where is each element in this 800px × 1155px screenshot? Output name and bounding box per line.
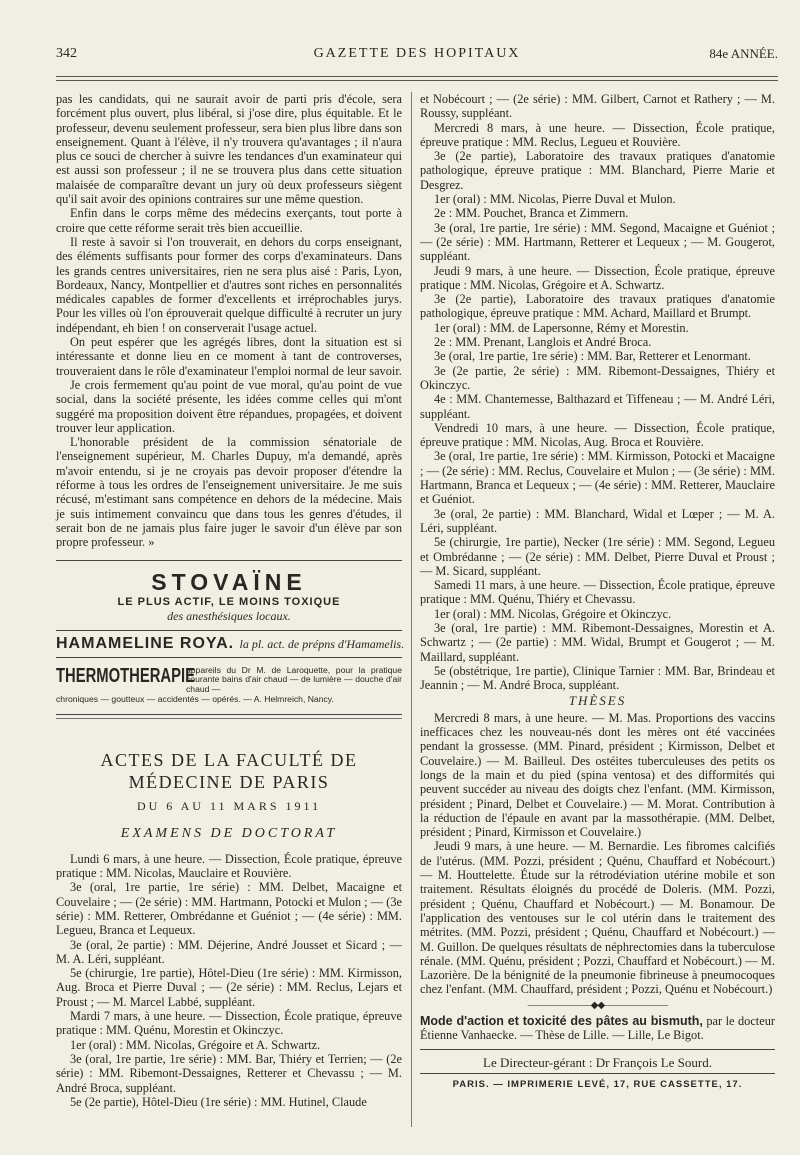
exam-entry: 1er (oral) : MM. de Lapersonne, Rémy et Morestin. bbox=[434, 320, 689, 335]
exam-entry: 1er (oral) : MM. Nicolas, Pierre Duval et Mulon. bbox=[434, 192, 676, 207]
exam-entry: Samedi 11 mars, à une heure. — Dissection, École pratique, épreuve pratique : MM. Quénu, Thiéry et Chevassu. bbox=[420, 578, 775, 607]
exam-entry: 3e (oral, 1re partie, 1re série) : MM. Segond, Macaigne et Guéniot ; — (2e série) : MM. Hartmann, Retterer et Lequeux ; — M. Gougerot, suppléant. bbox=[420, 220, 775, 264]
theses-heading: THÈSES bbox=[568, 693, 627, 709]
exam-entry: Mardi 7 mars, à une heure. — Dissection, École pratique, épreuve pratique : MM. Quénu, Morestin et Okinczyc. bbox=[56, 1009, 402, 1038]
thesis-entry: Jeudi 9 mars, à une heure. — M. Bernardie. Les fibromes calcifiés de l'utérus. (MM. Pozzi, président ; Quénu, Chauffard et Nobécourt.) — M. Houttelette. Étude sur la rétrodéviation utérine mobile et son traitement. Résultats éloignés du procédé de Doleris. (MM. Pozzi, président ; Quénu, Chauffard et Nobécourt.) — M. Bonamour. De l'application des ventouses sur le col utérin dans le traitement des métrites. (MM. Pozzi, président ; Quénu, Chauffard et Nobécourt.) — M. Guillon. De quelques résultats de néphrectomies dans la tuberculose rénale. (MM. Quénu, président ; Pozzi, Chauffard et Nobécourt.) — M. Lazorière. De la bénignité de la pneumonie fibrineuse à pneumocoques chez l'enfant. (MM. Chauffard, président ; Pozzi, Quénu et Nobécourt.) bbox=[420, 839, 775, 997]
exam-entry: 3e (oral, 1re partie) : MM. Ribemont-Dessaignes, Morestin et A. Schwartz ; — (2e partie) : MM. Widal, Brumpt et Gougerot ; — M. Maillard, suppléant. bbox=[420, 620, 775, 664]
separator-rule bbox=[56, 560, 402, 561]
separator-rule bbox=[420, 1073, 775, 1074]
separator-rule bbox=[420, 1049, 775, 1050]
header-rule-top bbox=[56, 76, 778, 77]
exam-entry: 5e (obstétrique, 1re partie), Clinique Tarnier : MM. Bar, Brindeau et Jeannin ; — M. André Broca, suppléant. bbox=[420, 663, 775, 693]
exam-entry: 3e (oral, 2e partie) : MM. Blanchard, Widal et Lœper ; — M. A. Léri, suppléant. bbox=[420, 506, 775, 535]
exam-entry: 3e (2e partie, 2e série) : MM. Ribemont-Dessaignes, Thiéry et Okinczyc. bbox=[420, 363, 775, 392]
exam-entry: 3e (oral, 1re partie, 1re série) : MM. Kirmisson, Potocki et Macaigne ; — (2e série) : MM. Reclus, Couvelaire et Mulon ; — (3e série) : MM. Hartmann, Branca et Lequeux ; — (4e série) : MM. Retterer, Mauclaire et Guéniot. bbox=[420, 449, 775, 507]
separator-rule bbox=[56, 714, 402, 715]
exam-entry: 2e : MM. Prenant, Langlois et André Broca. bbox=[434, 335, 652, 350]
exam-entry: Mercredi 8 mars, à une heure. — Dissection, École pratique, épreuve pratique : MM. Reclus, Legueu et Rouvière. bbox=[420, 120, 775, 149]
article-paragraph: pas les candidats, qui ne saurait avoir de parti pris d'école, sera forcément plus ouvert, plus libéral, si j'ose dire, plus équitable. Et le professeur, devenu seulement professeur, sera bien plus libre dans son enseignement. Quant à l'élève, il n'y trouvera qu'avantages ; il n'aura plus ce souci de chercher à suivre les tendances d'un examinateur qui est aussi son professeur ; il ne se trouvera plus dans cette situation malaisée de comparaître devant un jury où deux professeurs siègent qu'il sait avoir des opinions contraires sur une même question. bbox=[56, 92, 402, 207]
journal-title: GAZETTE DES HOPITAUX bbox=[313, 46, 521, 61]
examens-subtitle: EXAMENS DE DOCTORAT bbox=[120, 826, 338, 842]
article-paragraph: Je crois fermement qu'au point de vue moral, qu'au point de vue social, dans la société présente, les idées comme celles qui m'ont suggéré ma proposition doivent être répandues, propagées, et doivent trouver leur application. bbox=[56, 377, 402, 435]
separator-rule bbox=[56, 630, 402, 631]
exam-entry: 4e : MM. Chantemesse, Balthazard et Tiffeneau ; — M. André Léri, suppléant. bbox=[420, 392, 775, 421]
page-header bbox=[56, 46, 778, 68]
stovaine-advert bbox=[56, 569, 402, 624]
year-label: 84e ANNÉE. bbox=[709, 46, 778, 61]
exam-entry: 3e (2e partie), Laboratoire des travaux pratiques d'anatomie pathologique, épreuve pratique : MM. Blanchard, Pierre Marie et Desgrez. bbox=[420, 149, 775, 192]
exam-entry: 2e : MM. Pouchet, Branca et Zimmern. bbox=[434, 206, 629, 221]
exam-entry: 1er (oral) : MM. Nicolas, Grégoire et Okinczyc. bbox=[434, 606, 672, 621]
stovaine-title: STOVAÏNE bbox=[151, 568, 307, 595]
exam-entry: 3e (oral, 1re partie, 1re série) : MM. Delbet, Macaigne et Couvelaire ; — (2e série) : MM. Hartmann, Potocki et Mulon ; — (3e série) : MM. Retterer, Ombrédanne et Guéniot ; — (4e série) : MM. Legueu, Branca et Lequeux. bbox=[56, 880, 402, 938]
exam-entry: 5e (2e partie), Hôtel-Dieu (1re série) : MM. Hutinel, Claude bbox=[70, 1094, 367, 1109]
hamameline-subtitle: la pl. act. de prépns d'Hamamelis. bbox=[239, 636, 405, 651]
ornament-divider: ———————◆◆——————— bbox=[527, 999, 668, 1011]
separator-rule-thin bbox=[56, 718, 402, 719]
printer-line: PARIS. — IMPRIMERIE LEVÉ, 17, RUE CASSETTE, 17. bbox=[452, 1078, 743, 1090]
thermo-text: appareils du Dr M. de Laroquette, pour la pratique courante bains d'air chaud — de lumière — douche d'air chaud — bbox=[186, 664, 402, 694]
page-number: 342 bbox=[56, 46, 77, 61]
left-column bbox=[56, 92, 405, 1109]
exam-entry: 5e (chirurgie, 1re partie), Necker (1re série) : MM. Segond, Legueu et Ombrédanne ; — (2e série) : MM. Delbet, Pierre Duval et Proust ; — M. Sicard, suppléant. bbox=[420, 535, 775, 578]
exam-entry: Jeudi 9 mars, à une heure. — Dissection, École pratique, épreuve pratique : MM. Nicolas, Grégoire et A. Schwartz. bbox=[420, 263, 775, 292]
thermo-title: THERMOTHERAPIE bbox=[56, 664, 195, 687]
thermotherapie-advert bbox=[56, 666, 402, 695]
thermo-text-continued: chroniques — goutteux — accidentés — opérés. — A. Helmreich, Nancy. bbox=[56, 693, 334, 704]
header-rule-bottom bbox=[56, 80, 778, 81]
exam-entry: 3e (oral, 1re partie, 1re série) : MM. Bar, Thiéry et Terrien; — (2e série) : MM. Ribemont-Dessaignes, Retterer et Chevassu ; — M. André Broca, suppléant. bbox=[56, 1051, 402, 1095]
exam-entry: Vendredi 10 mars, à une heure. — Dissection, École pratique, épreuve pratique : MM. Nicolas, Aug. Broca et Rouvière. bbox=[420, 420, 775, 450]
hamameline-title: HAMAMELINE ROYA. bbox=[56, 634, 235, 652]
actes-dates: DU 6 AU 11 MARS 1911 bbox=[136, 799, 322, 814]
thesis-entry: Mercredi 8 mars, à une heure. — M. Mas. Proportions des vaccins inefficaces chez les nouveau-nés dont les mères ont été vaccinées pendant la grossesse. (MM. Pinard, président ; Kirmisson, Delbet et Couvelaire.) — M. Bailleul. Des ostéites tuberculeuses des petits os longs de la main et du pied (spina ventosa) et des difformités qui peuvent succéder au niveau des doigts chez l'enfant. (MM. Kirmisson, président ; Pinard, Delbet et Couvelaire.) — M. Morat. Contribution à la réduction de l'épaule en avant par la massothérapie. (MM. Delbet, président ; Pinard, Kirmisson et Couvelaire.) bbox=[420, 710, 775, 840]
director-line: Le Directeur-gérant : Dr François Le Sourd. bbox=[483, 1054, 712, 1070]
book-details: par le docteur Étienne Vanhaecke. — Thèse de Lille. — Lille, Le Bigot. bbox=[420, 1014, 775, 1043]
separator-rule bbox=[56, 657, 402, 658]
exam-entry: 3e (oral, 1re partie, 1re série) : MM. Bar, Retterer et Lenormant. bbox=[434, 349, 751, 364]
book-notice bbox=[420, 1014, 775, 1043]
column-divider bbox=[411, 92, 412, 1127]
stovaine-subtitle: des anesthésiques locaux. bbox=[167, 608, 291, 623]
exam-entry: et Nobécourt ; — (2e série) : MM. Gilbert, Carnot et Rathery ; — M. Roussy, suppléant. bbox=[420, 92, 775, 121]
article-paragraph: L'honorable président de la commission sénatoriale de l'enseignement supérieur, M. Charles Dupuy, m'a demandé, après m'avoir entendu, si je ne croyais pas devoir proposer d'étendre la réforme à tous les ordres de l'enseignement universitaire. Je me suis récusé, m'estimant sans compétence en dehors de la médecine. Mais je suis intimement convaincu que dans tous les genres d'études, il serait bon de ne jamais plus faire juger le savoir d'un élève par son propre professeur. » bbox=[56, 435, 402, 550]
article-paragraph: Il reste à savoir si l'on trouverait, en dehors du corps enseignant, des éléments suffisants pour former des corps d'examinateurs. Dans les grands centres universitaires, rien ne sera plus aisé : Paris, Lyon, Bordeaux, Nancy, Montpellier et d'autres sont riches en personnalités médicales capables de former d'excellents et irréprochables jurys. Pour les villes où l'on éprouverait quelque difficulté à recruter un jury indépendant, eh bien ! on conserverait l'usage actuel. bbox=[56, 234, 402, 335]
exam-entry: 1er (oral) : MM. Nicolas, Grégoire et A. Schwartz. bbox=[70, 1037, 321, 1052]
hamameline-advert bbox=[56, 634, 405, 652]
article-paragraph: Enfin dans le corps même des médecins exerçants, tout porte à croire que cette réforme serait très bien accueillie. bbox=[56, 206, 402, 235]
right-column bbox=[420, 92, 775, 1092]
exam-entry: Lundi 6 mars, à une heure. — Dissection, École pratique, épreuve pratique : MM. Nicolas, Mauclaire et Rouvière. bbox=[56, 851, 402, 881]
article-paragraph: On peut espérer que les agrégés libres, dont la situation est si intéressante et donne lieu en ce moment à tant de controverses, trouveraient dans le rôle d'examinateur l'emploi normal de leur savoir. bbox=[56, 335, 402, 378]
stovaine-tagline: LE PLUS ACTIF, LE MOINS TOXIQUE bbox=[117, 595, 341, 608]
exam-entry: 5e (chirurgie, 1re partie), Hôtel-Dieu (1re série) : MM. Kirmisson, Aug. Broca et Pierre Duval ; — (2e série) : MM. Reclus, Lejars et Proust ; — M. Marcel Labbé, suppléant. bbox=[56, 966, 402, 1009]
book-title: Mode d'action et toxicité des pâtes au bismuth, bbox=[420, 1014, 703, 1028]
exam-entry: 3e (2e partie), Laboratoire des travaux pratiques d'anatomie pathologique, épreuve pratique : MM. Achard, Maillard et Brumpt. bbox=[420, 292, 775, 321]
exam-entry: 3e (oral, 2e partie) : MM. Déjerine, André Jousset et Sicard ; — M. A. Léri, suppléant. bbox=[56, 937, 402, 966]
actes-title: ACTES DE LA FACULTÉ DE MÉDECINE DE PARIS bbox=[100, 750, 358, 793]
